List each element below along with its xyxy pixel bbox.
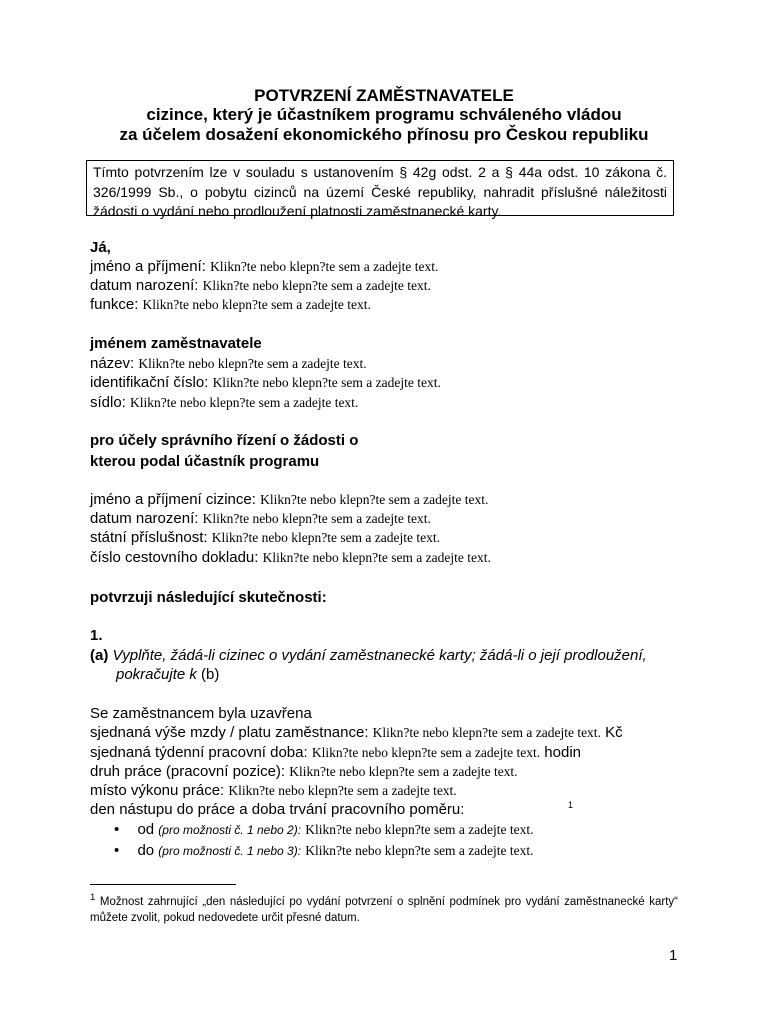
point-a-instruction-2: pokračujte k (116, 666, 197, 683)
footnote (90, 890, 678, 926)
text-input-to[interactable]: Klikn?te nebo klepn?te sem a zadejte text. (305, 843, 534, 858)
field-row-work-type (90, 763, 518, 780)
confirm-heading: potvrzuji následující skutečnosti: (90, 589, 327, 606)
bullet-from: • od (pro možnosti č. 1 nebo 2): Klikn?te nebo klepn?te sem a zadejte text. (114, 821, 534, 838)
field-row-place (90, 782, 457, 799)
section-purpose-heading-1: pro účely správního řízení o žádosti o (90, 432, 359, 449)
document-title: POTVRZENÍ ZAMĚSTNAVATELE (254, 86, 514, 105)
field-row-employer-id (90, 374, 441, 391)
document-subtitle-1: cizince, který je účastníkem programu schváleného vládou (146, 105, 622, 124)
field-label: státní příslušnost: (90, 529, 208, 546)
bullet-to: • do (pro možnosti č. 1 nebo 3): Klikn?te nebo klepn?te sem a zadejte text. (114, 842, 534, 859)
field-row-nationality (90, 529, 440, 546)
text-input-place[interactable]: Klikn?te nebo klepn?te sem a zadejte text. (228, 783, 457, 798)
field-row-hours (90, 744, 581, 761)
text-input-name[interactable]: Klikn?te nebo klepn?te sem a zadejte text. (210, 259, 439, 274)
text-input-passport[interactable]: Klikn?te nebo klepn?te sem a zadejte text. (262, 550, 491, 565)
section-employer-heading: jménem zaměstnavatele (90, 335, 262, 352)
footnote-text: Možnost zahrnující „den následující po vydání potvrzení o splnění podmínek pro vydání zaměstnanecké karty“ můžete zvolit, pokud nedovedete určit přesné datum. (90, 895, 678, 924)
text-input-employer-name[interactable]: Klikn?te nebo klepn?te sem a zadejte text. (138, 356, 367, 371)
footnote-mark: 1 (90, 892, 96, 903)
field-label: den nástupu do práce a doba trvání pracovního poměru: (90, 801, 465, 818)
point-a-label: (a) (90, 647, 109, 664)
field-row-passport (90, 549, 491, 566)
wage-unit: Kč (605, 724, 623, 741)
text-input-wage[interactable]: Klikn?te nebo klepn?te sem a zadejte text. (372, 725, 601, 740)
field-row-employer-seat (90, 394, 358, 411)
text-input-from[interactable]: Klikn?te nebo klepn?te sem a zadejte text. (305, 822, 534, 837)
to-label: do (137, 842, 155, 859)
notice-box: Tímto potvrzením lze v souladu s ustanovením § 42g odst. 2 a § 44a odst. 10 zákona č. 326/1999 Sb., o pobytu cizinců na území České republiky, nahradit příslušné náležitosti žádosti o vydání nebo prodloužení platnosti zaměstnanecké karty. (86, 160, 674, 216)
section-purpose-heading-2: kterou podal účastník programu (90, 453, 320, 470)
document-subtitle-2: za účelem dosažení ekonomického přínosu pro Českou republiku (119, 125, 649, 144)
bullet-icon: • (114, 821, 120, 838)
point-a-ref: (b) (201, 666, 220, 683)
contract-intro: Se zaměstnancem byla uzavřena (90, 705, 312, 722)
field-row-name (90, 258, 438, 275)
text-input-foreigner-name[interactable]: Klikn?te nebo klepn?te sem a zadejte text. (260, 492, 489, 507)
to-note: pro možnosti č. 1 nebo 3 (162, 844, 294, 858)
point-number: 1. (90, 627, 103, 644)
field-label: druh práce (pracovní pozice): (90, 763, 286, 780)
field-label: jméno a příjmení cizince: (90, 491, 256, 508)
field-label: místo výkonu práce: (90, 782, 225, 799)
field-label: identifikační číslo: (90, 374, 209, 391)
field-row-foreigner-name (90, 491, 488, 508)
text-input-employer-id[interactable]: Klikn?te nebo klepn?te sem a zadejte text. (212, 375, 441, 390)
section-ja-heading: Já, (90, 239, 111, 256)
point-a-instruction: Vyplňte, žádá-li cizinec o vydání zaměstnanecké karty; žádá-li o její prodloužení, (112, 647, 647, 664)
bullet-icon: • (114, 842, 120, 859)
point-a-row (90, 647, 647, 664)
text-input-function[interactable]: Klikn?te nebo klepn?te sem a zadejte text. (142, 297, 371, 312)
field-label: funkce: (90, 296, 139, 313)
field-row-function (90, 296, 371, 313)
field-label: datum narození: (90, 277, 199, 294)
text-input-birthdate[interactable]: Klikn?te nebo klepn?te sem a zadejte text. (202, 278, 431, 293)
text-input-foreigner-birthdate[interactable]: Klikn?te nebo klepn?te sem a zadejte text. (202, 511, 431, 526)
text-input-work-type[interactable]: Klikn?te nebo klepn?te sem a zadejte text. (289, 764, 518, 779)
field-row-birthdate (90, 277, 431, 294)
field-label: sídlo: (90, 394, 126, 411)
field-label: název: (90, 355, 135, 372)
text-input-hours[interactable]: Klikn?te nebo klepn?te sem a zadejte text. (311, 745, 541, 760)
hours-unit: hodin (544, 744, 581, 761)
field-row-foreigner-birthdate (90, 510, 431, 527)
field-label: číslo cestovního dokladu: (90, 549, 259, 566)
text-input-nationality[interactable]: Klikn?te nebo klepn?te sem a zadejte text. (211, 530, 441, 545)
field-row-employer-name (90, 355, 367, 372)
from-note: pro možnosti č. 1 nebo 2 (162, 823, 294, 837)
page-number: 1 (669, 947, 678, 964)
field-row-wage (90, 724, 623, 741)
footnote-reference: 1 (568, 800, 574, 810)
field-label: jméno a příjmení: (90, 258, 206, 275)
field-row-start (90, 801, 464, 818)
field-label: sjednaná týdenní pracovní doba: (90, 744, 308, 761)
field-label: sjednaná výše mzdy / platu zaměstnance: (90, 724, 369, 741)
text-input-employer-seat[interactable]: Klikn?te nebo klepn?te sem a zadejte text. (130, 395, 359, 410)
point-a-row-2 (116, 666, 219, 683)
field-label: datum narození: (90, 510, 199, 527)
from-label: od (137, 821, 155, 838)
footnote-separator (90, 884, 236, 885)
